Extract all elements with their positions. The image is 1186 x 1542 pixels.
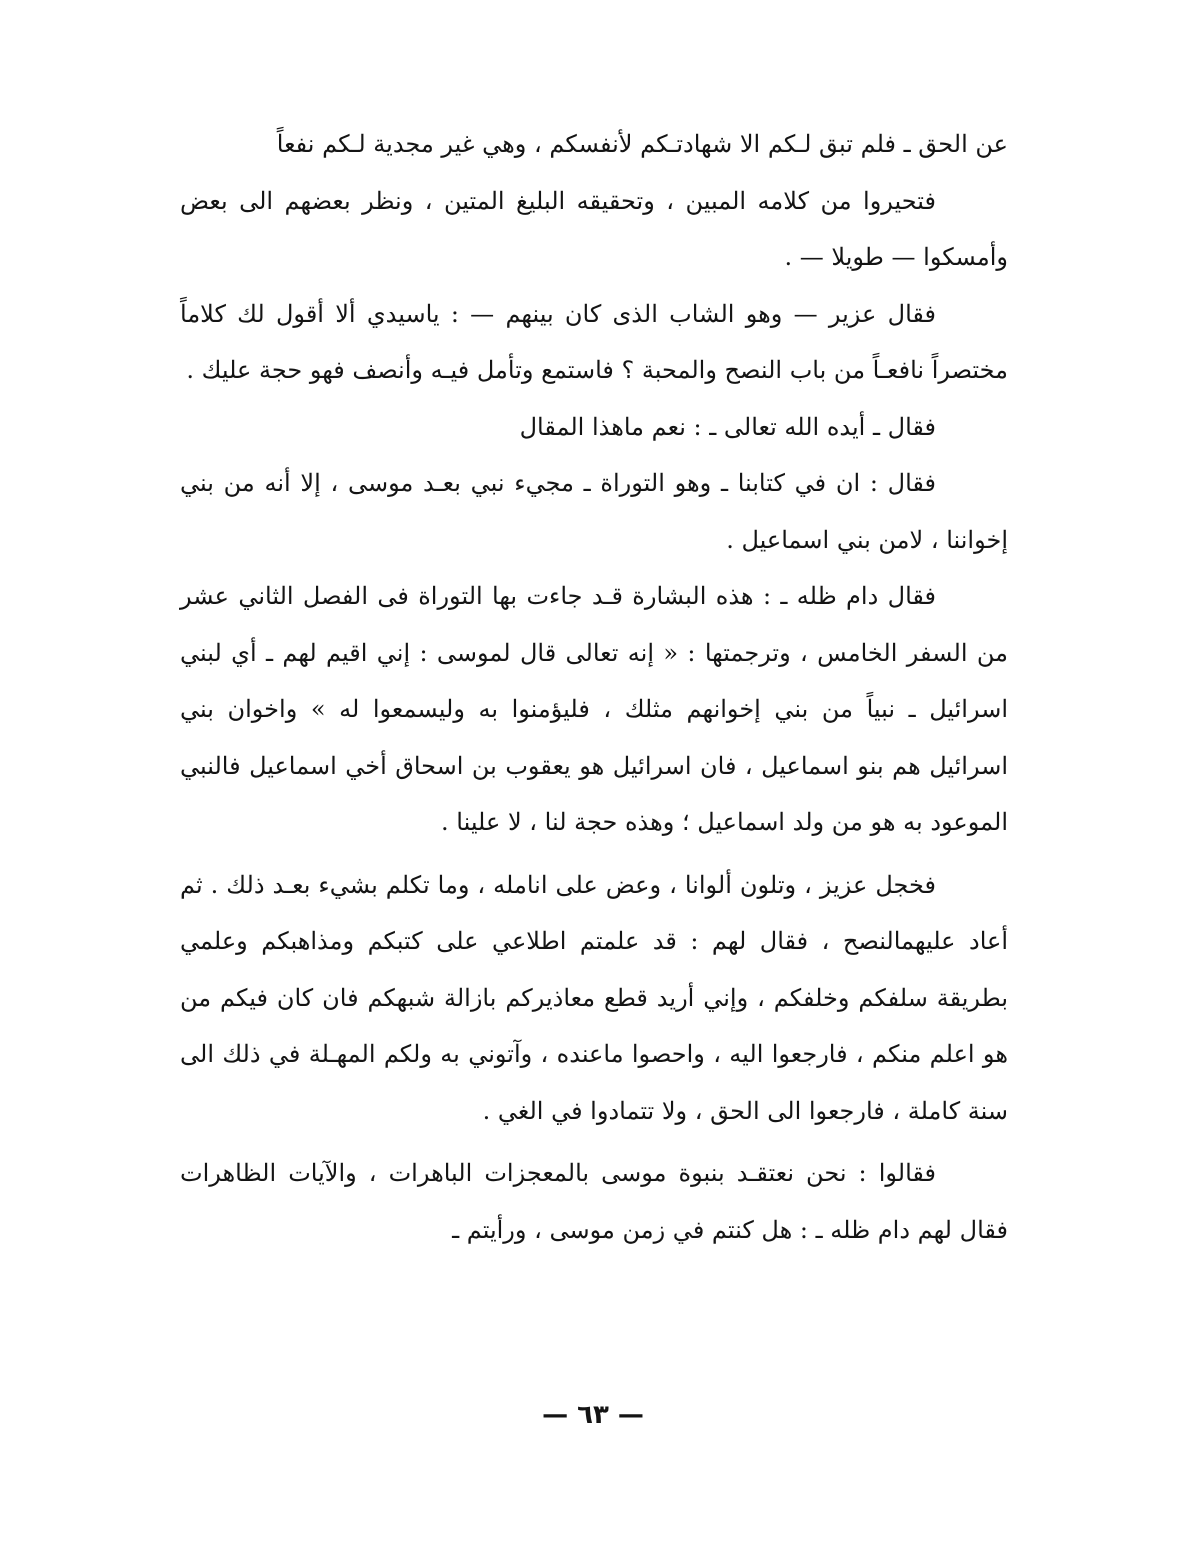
paragraph-continuation: عن الحق ـ فلم تبق لـكم الا شهادتـكم لأنفسكم ، وهي غير مجدية لـكم نفعاً (276, 130, 1008, 158)
paragraph: فقالوا : نحن نعتقـد بنبوة موسى بالمعجزات الباهرات ، والآيات الظاهرات فقال لهم دام ظله ـ : هل كنتم في زمن موسى ، ورأيتم ـ (180, 1159, 1008, 1244)
paragraph: فتحيروا من كلامه المبين ، وتحقيقه البليغ المتين ، ونظر بعضهم الى بعض وأمسكوا — طويلا — . (180, 186, 1008, 271)
paragraph: فخجل عزيز ، وتلون ألوانا ، وعض على انامله ، وما تكلم بشيء بعـد ذلك . ثم أعاد عليهمالنصح ، فقال لهم : قد علمتم اطلاعي على كتبكم ومذاهبكم وعلمي بطريقة سلفكم وخلفكم ، وإني أريد قطع معاذيركم بازالة شبهكم فان كان فيكم من هو اعلم منكم ، فارجعوا اليه ، واحصوا ماعنده ، وآتوني به ولكم المهـلة في ذلك الى سنة كاملة ، فارجعوا الى الحق ، ولا تتمادوا في الغي . (180, 870, 1008, 1125)
page-number: — ٦٣ — (542, 1400, 644, 1430)
paragraph: فقال دام ظله ـ : هذه البشارة قـد جاءت بها التوراة فى الفصل الثاني عشر من السفر الخامس ، وترجمتها : « إنه تعالى قال لموسى : إني اقيم لهم ـ أي لبني اسرائيل ـ نبياً من بني إخوانهم مثلك ، فليؤمنوا به وليسمعوا له » واخوان بني اسرائيل هم بنو اسماعيل ، فان اسرائيل هو يعقوب بن اسحاق أخي اسماعيل فالنبي الموعود به هو من ولد اسماعيل ؛ وهذه حجة لنا ، لا علينا . (180, 582, 1008, 836)
paragraph: فقال عزير — وهو الشاب الذى كان بينهم — : ياسيدي ألا أقول لك كلاماً مختصراً نافعـاً من باب النصح والمحبة ؟ فاستمع وتأمل فيـه وأنصف فهو حجة عليك . (180, 299, 1008, 384)
paragraph: فقال ـ أيده الله تعالى ـ : نعم ماهذا المقال (519, 412, 936, 441)
paragraph: فقال : ان في كتابنا ـ وهو التوراة ـ مجيء نبي بعـد موسى ، إلا أنه من بني إخواننا ، لامن بني اسماعيل . (180, 469, 1008, 554)
body-text (180, 116, 1008, 1258)
